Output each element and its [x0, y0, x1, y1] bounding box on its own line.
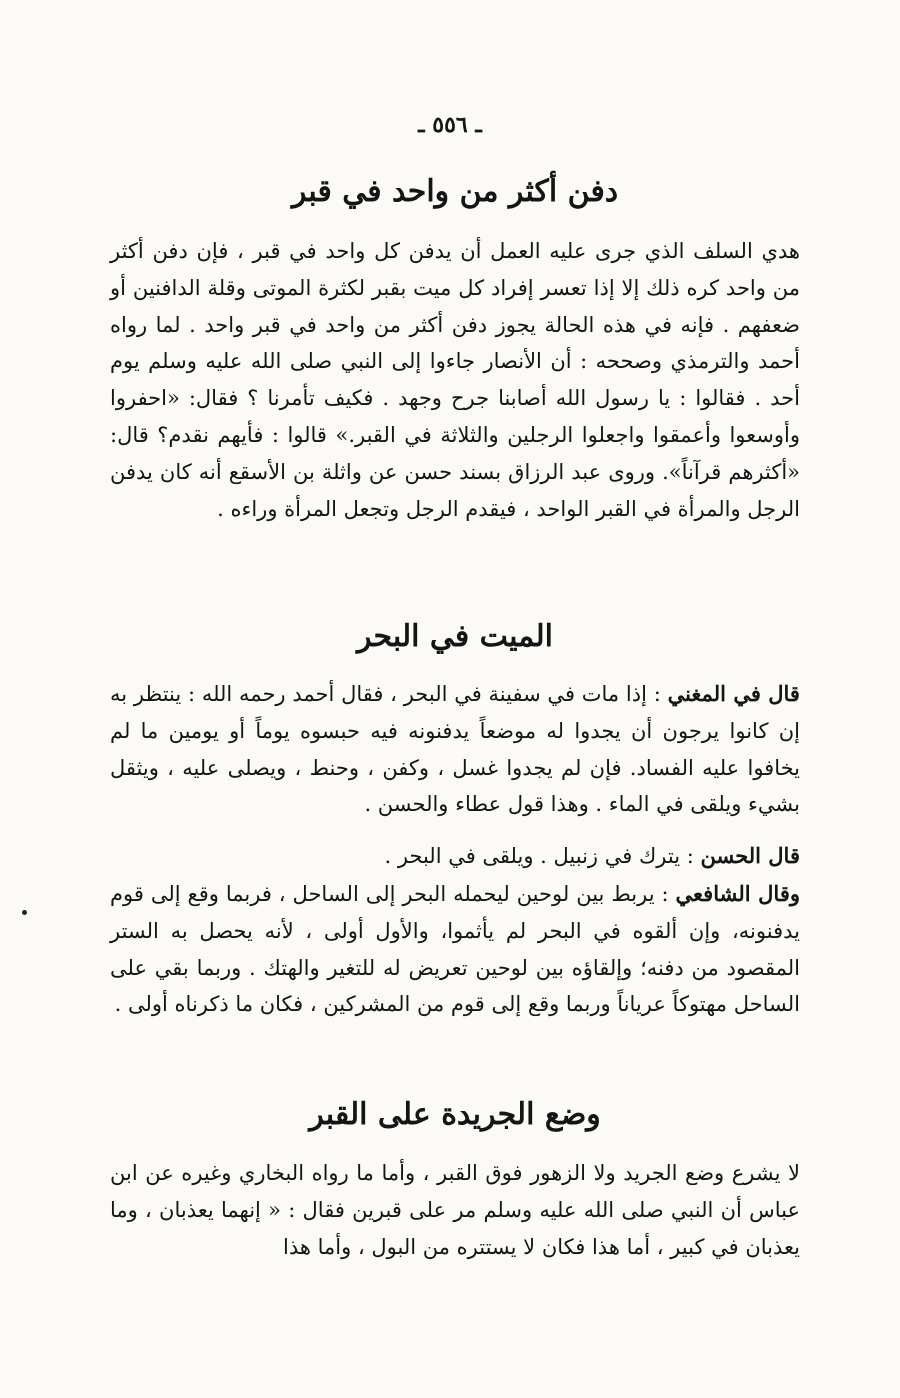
section-heading-palm-frond: وضع الجريدة على القبر [309, 1097, 601, 1132]
section-heading-multiple-burial: دفن أكثر من واحد في قبر [291, 174, 619, 209]
paragraph-text: : يربط بين لوحين ليحمله البحر إلى الساحل ، فربما وقع إلى قوم يدفنونه، وإن ألقوه في البحر لم يأثموا، والأول أولى ، لأنه يحصل به الستر المقصود من دفنه؛ وإلقاؤه بين لوحين تعريض له للتغير والهتك . وربما بقي على الساحل مهتوكاً عرياناً وربما وقع إلى قوم من المشركين ، فكان ما ذكرناه أولى . [110, 882, 800, 1017]
paragraph-mughni [110, 676, 800, 823]
paragraph-lead: قال في المغني [667, 681, 800, 706]
paragraph-lead: وقال الشافعي [675, 881, 800, 906]
paragraph-lead: قال الحسن [700, 843, 800, 868]
paragraph-text: لا يشرع وضع الجريد ولا الزهور فوق القبر ، وأما ما رواه البخاري وغيره عن ابن عباس أن النبي صلى الله عليه وسلم مر على قبرين فقال : « إنهما يعذبان ، وما يعذبان في كبير ، أما هذا فكان لا يستتره من البول ، وأما هذا [110, 1161, 800, 1259]
scan-speck [22, 910, 27, 915]
section-heading-death-at-sea: الميت في البحر [356, 619, 553, 654]
page-number: ـ ٥٥٦ ـ [418, 112, 482, 138]
paragraph-hasan [110, 838, 800, 875]
paragraph-palm-frond [110, 1155, 800, 1265]
paragraph-text: هدي السلف الذي جرى عليه العمل أن يدفن كل واحد في قبر ، فإن دفن أكثر من واحد كره ذلك إلا إذا تعسر إفراد كل ميت بقبر لكثرة الموتى وقلة الدافنين أو ضعفهم . فإنه في هذه الحالة يجوز دفن أكثر من واحد في قبر واحد . لما رواه أحمد والترمذي وصححه : أن الأنصار جاءوا إلى النبي صلى الله عليه وسلم يوم أحد . فقالوا : يا رسول الله أصابنا جرح وجهد . فكيف تأمرنا ؟ فقال: «احفروا وأوسعوا وأعمقوا واجعلوا الرجلين والثلاثة في القبر.» قالوا : فأيهم نقدم؟ قال: «أكثرهم قرآناً». وروى عبد الرزاق بسند حسن عن واثلة بن الأسقع أنه كان يدفن الرجل والمرأة في القبر الواحد ، فيقدم الرجل وتجعل المرأة وراءه . [110, 239, 800, 521]
paragraph-multiple-burial [110, 233, 800, 527]
paragraph-shafii [110, 876, 800, 1023]
paragraph-text: : إذا مات في سفينة في البحر ، فقال أحمد رحمه الله : ينتظر به إن كانوا يرجون أن يجدوا له موضعاً يدفنونه فيه حبسوه يوماً أو يومين ما لم يخافوا عليه الفساد. فإن لم يجدوا غسل ، وكفن ، وحنط ، ويصلى عليه ، ويثقل بشيء ويلقى في الماء . وهذا قول عطاء والحسن . [110, 682, 800, 817]
paragraph-text: : يترك في زنبيل . ويلقى في البحر . [384, 844, 701, 868]
